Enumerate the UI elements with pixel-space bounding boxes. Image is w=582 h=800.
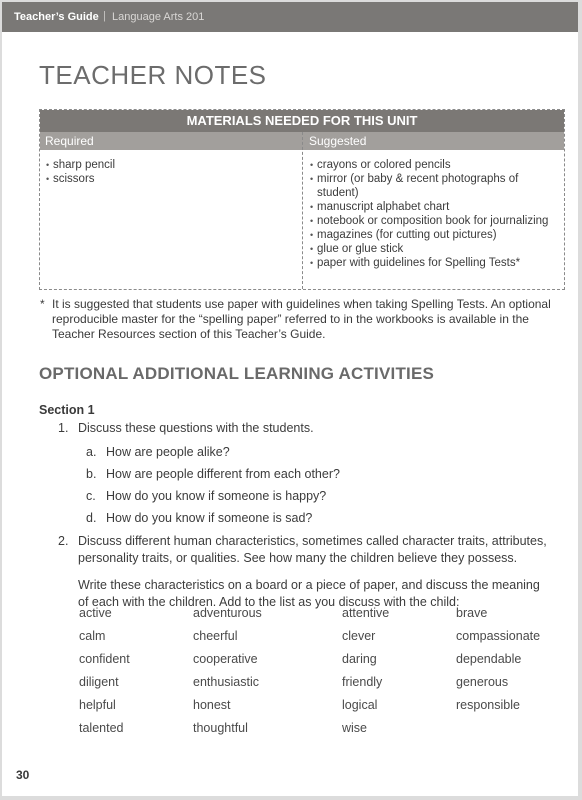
sub-letter: b. (86, 467, 97, 481)
page-number: 30 (16, 768, 30, 782)
trait-word: cooperative (193, 652, 258, 666)
trait-word: adventurous (193, 606, 262, 620)
page-title: TEACHER NOTES (39, 60, 267, 90)
sub-text: How are people alike? (106, 445, 230, 459)
trait-word: brave (456, 606, 488, 620)
sub-text: How do you know if someone is sad? (106, 511, 313, 525)
trait-word: talented (79, 721, 124, 735)
trait-word: confident (79, 652, 130, 666)
trait-word: diligent (79, 675, 119, 689)
running-header (2, 2, 578, 32)
question-2-text: Discuss different human characteristics, sometimes called character traits, attributes, personality traits, or qualities. See how many the children believe they possess. (78, 534, 547, 565)
sub-letter: c. (86, 489, 96, 503)
header-guide-title: Teacher’s Guide (14, 11, 99, 23)
trait-word: active (79, 606, 112, 620)
trait-word: compassionate (456, 629, 541, 643)
trait-word: generous (456, 675, 509, 689)
trait-word: thoughtful (193, 721, 248, 735)
trait-word: dependable (456, 652, 522, 666)
list-item: • magazines (for cutting out pictures) (310, 228, 550, 242)
list-item: • notebook or composition book for journalizing (310, 214, 550, 228)
materials-box (39, 109, 565, 290)
traits-grid (79, 606, 559, 746)
question-number: 2. (58, 534, 69, 548)
trait-word: clever (342, 629, 376, 643)
trait-word: daring (342, 652, 377, 666)
footnote-text: It is suggested that students use paper with guidelines when taking Spelling Tests. An optional reproducible master for the “spelling paper” referred to in the workbooks is available in the Teacher Resources section of this Teacher’s Guide. (52, 297, 551, 341)
sub-letter: d. (86, 511, 97, 525)
sub-letter: a. (86, 445, 97, 459)
trait-word: enthusiastic (193, 675, 260, 689)
required-column-label: Required (45, 134, 94, 148)
trait-word: cheerful (193, 629, 238, 643)
header-course-name: Language Arts 201 (112, 11, 205, 23)
trait-word: wise (342, 721, 368, 735)
trait-word: honest (193, 698, 231, 712)
trait-word: responsible (456, 698, 520, 712)
trait-word: helpful (79, 698, 116, 712)
question-number: 1. (58, 421, 69, 435)
section-title: Section 1 (39, 403, 95, 417)
trait-word: calm (79, 629, 106, 643)
list-item: • manuscript alphabet chart (310, 200, 550, 214)
list-item: • mirror (or baby & recent photographs of student) (310, 172, 550, 200)
list-item: • scissors (46, 172, 296, 186)
activities-heading: OPTIONAL ADDITIONAL LEARNING ACTIVITIES (39, 364, 435, 383)
sub-text: How do you know if someone is happy? (106, 489, 327, 503)
column-divider (302, 132, 303, 289)
sub-text: How are people different from each other? (106, 467, 340, 481)
trait-word: logical (342, 698, 378, 712)
suggested-column-label: Suggested (309, 134, 367, 148)
list-item: • glue or glue stick (310, 242, 550, 256)
list-item: • paper with guidelines for Spelling Tests* (310, 256, 550, 270)
document-page (2, 2, 578, 796)
footnote-marker: * (40, 297, 45, 311)
trait-word: attentive (342, 606, 390, 620)
header-separator: | (103, 10, 106, 22)
list-item: • crayons or colored pencils (310, 158, 550, 172)
question-2-instructions: Write these characteristics on a board or a piece of paper, and discuss the meaning of each with the children. Add to the list as you discuss with the child: (78, 578, 540, 609)
question-1 (58, 420, 558, 437)
question-text: Discuss these questions with the students. (78, 421, 314, 435)
materials-heading: MATERIALS NEEDED FOR THIS UNIT (40, 110, 564, 132)
trait-word: friendly (342, 675, 383, 689)
list-item: • sharp pencil (46, 158, 296, 172)
suggested-list (310, 158, 550, 270)
required-list (46, 158, 296, 186)
